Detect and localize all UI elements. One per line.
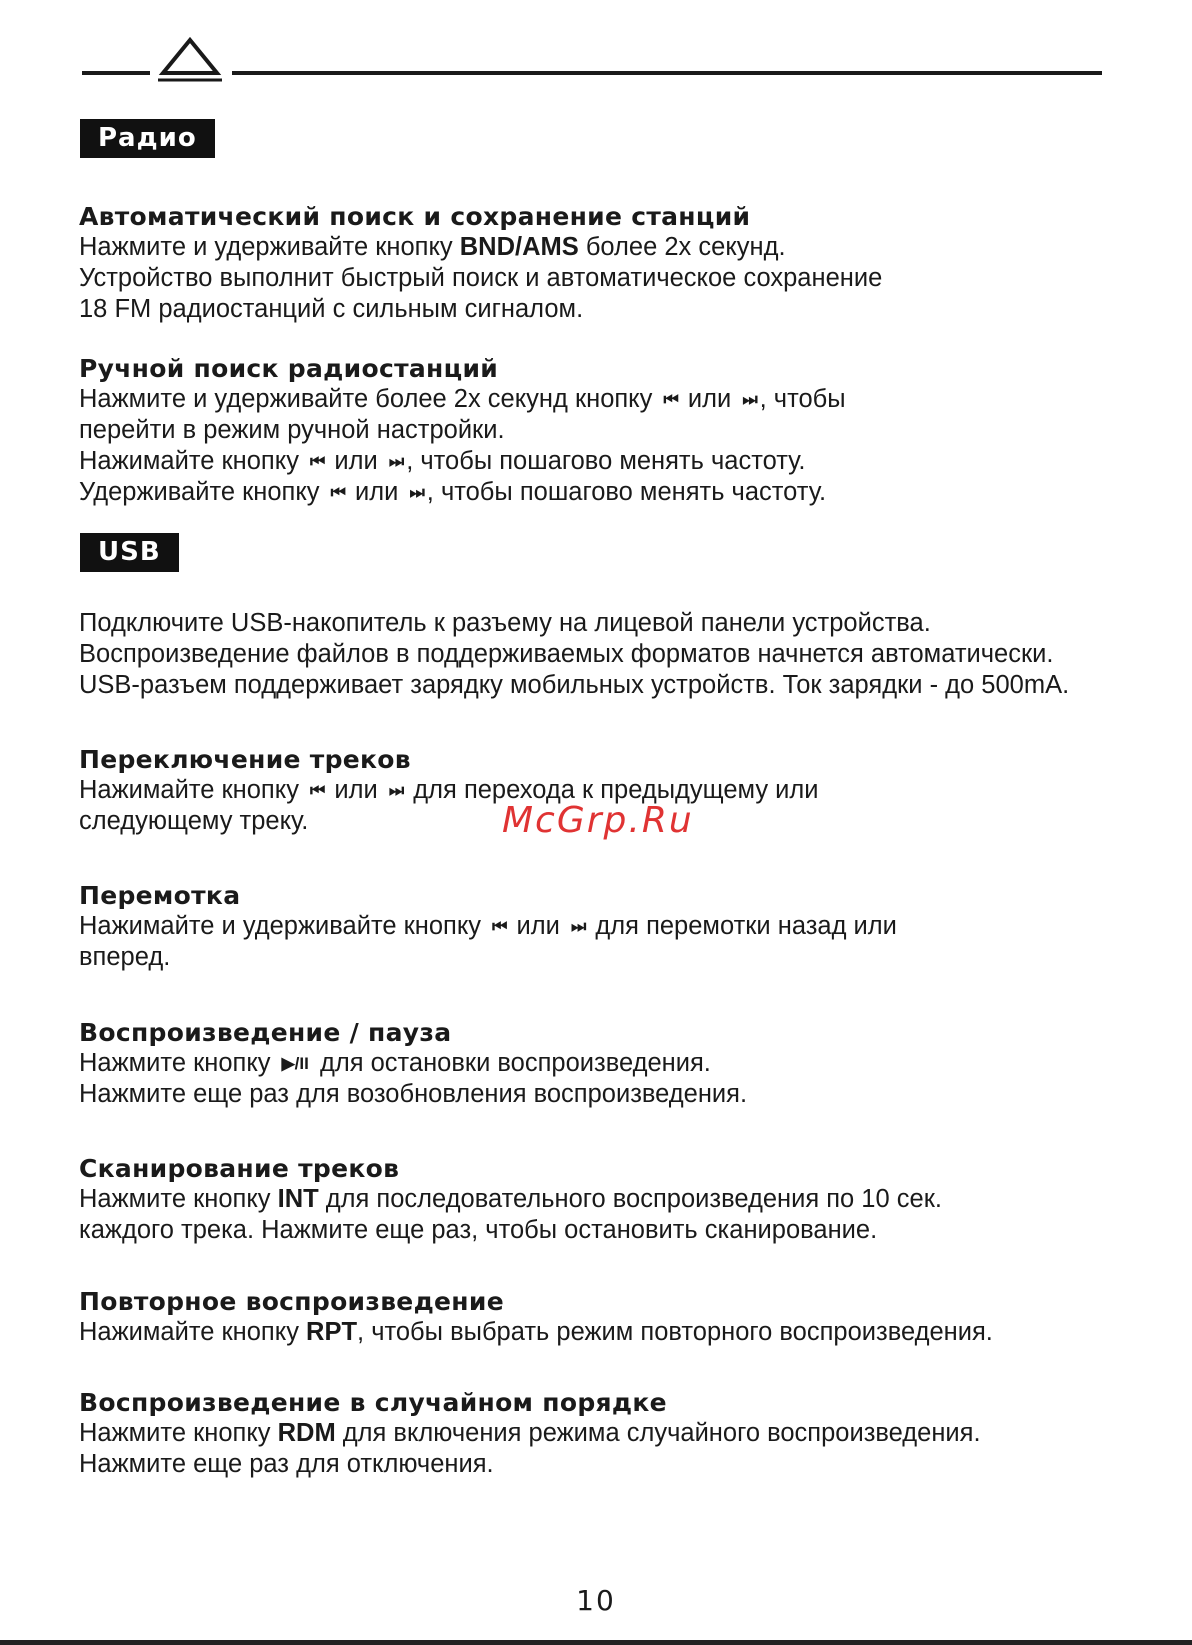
manual-search-title: Ручной поиск радиостанций [79, 354, 499, 383]
usb-intro-section [79, 608, 1169, 701]
play-pause-icon: ▶/II [281, 1054, 309, 1073]
auto-search-line-3: 18 FM радиостанций с сильным сигналом. [79, 295, 584, 323]
scan-line-1: Нажмите кнопку INT для последовательного воспроизведения по 10 сек. [79, 1185, 942, 1213]
track-switch-title: Переключение треков [79, 745, 411, 774]
manual-search-line-2: перейти в режим ручной настройки. [79, 416, 505, 444]
next-track-icon: ⏭ [388, 781, 403, 800]
rewind-line-2: вперед. [79, 943, 171, 971]
rewind-section [79, 880, 1169, 973]
usb-line-1: Подключите USB-накопитель к разъему на лицевой панели устройства. [79, 609, 931, 637]
track-switch-line-1: Нажимайте кнопку ⏮ или ⏭ для перехода к предыдущему или [79, 776, 819, 804]
next-track-icon: ⏭ [388, 452, 403, 471]
prev-track-icon: ⏮ [310, 781, 324, 800]
prev-track-icon: ⏮ [310, 452, 324, 471]
manual-search-line-4: Удерживайте кнопку ⏮ или ⏭ , чтобы пошагово менять частоту. [79, 478, 827, 506]
manual-search-line-3: Нажимайте кнопку ⏮ или ⏭ , чтобы пошагово менять частоту. [79, 447, 806, 475]
next-track-icon: ⏭ [409, 483, 423, 502]
usb-section-tag: USB [80, 533, 179, 572]
random-line-2: Нажмите еще раз для отключения. [79, 1450, 494, 1478]
brand-logo-icon [0, 0, 1192, 100]
bnd-ams-key: BND/AMS [459, 233, 579, 261]
random-title: Воспроизведение в случайном порядке [79, 1388, 667, 1417]
int-key: INT [277, 1185, 319, 1213]
watermark: McGrp.Ru [502, 800, 694, 841]
play-pause-line-2: Нажмите еще раз для возобновления воспроизведения. [79, 1080, 748, 1108]
repeat-section [79, 1286, 1169, 1348]
random-line-1: Нажмите кнопку RDM для включения режима случайного воспроизведения. [79, 1419, 981, 1447]
manual-search-section [79, 353, 1169, 508]
auto-search-section [79, 201, 1169, 325]
scan-section [79, 1153, 1169, 1246]
next-track-icon: ⏭ [742, 390, 756, 409]
bottom-rule [0, 1640, 1192, 1645]
track-switch-line-2: следующему треку. [79, 807, 309, 835]
auto-search-line-2: Устройство выполнит быстрый поиск и автоматическое сохранение [79, 264, 883, 292]
play-pause-section [79, 1017, 1169, 1110]
rewind-title: Перемотка [79, 881, 241, 910]
next-track-icon: ⏭ [571, 917, 585, 936]
repeat-title: Повторное воспроизведение [79, 1287, 504, 1316]
rewind-line-1: Нажимайте и удерживайте кнопку ⏮ или ⏭ для перемотки назад или [79, 912, 897, 940]
prev-track-icon: ⏮ [663, 390, 677, 409]
usb-line-2: Воспроизведение файлов в поддерживаемых форматов начнется автоматически. [79, 640, 1054, 668]
prev-track-icon: ⏮ [492, 917, 506, 936]
page-header [0, 0, 1192, 100]
scan-title: Сканирование треков [79, 1154, 400, 1183]
manual-search-line-1: Нажмите и удерживайте более 2х секунд кнопку ⏮ или ⏭ , чтобы [79, 385, 846, 413]
scan-line-2: каждого трека. Нажмите еще раз, чтобы остановить сканирование. [79, 1216, 878, 1244]
random-section [79, 1387, 1169, 1480]
radio-section-tag: Радио [80, 119, 215, 158]
play-pause-line-1: Нажмите кнопку ▶/II для остановки воспроизведения. [79, 1049, 711, 1077]
rpt-key: RPT [306, 1318, 358, 1346]
auto-search-line-1: Нажмите и удерживайте кнопку BND/AMS более 2х секунд. [79, 233, 786, 261]
rdm-key: RDM [277, 1419, 336, 1447]
prev-track-icon: ⏮ [330, 483, 344, 502]
repeat-line-1: Нажимайте кнопку RPT, чтобы выбрать режим повторного воспроизведения. [79, 1318, 993, 1346]
page-number: 10 [576, 1584, 616, 1617]
play-pause-title: Воспроизведение / пауза [79, 1018, 452, 1047]
auto-search-title: Автоматический поиск и сохранение станций [79, 202, 751, 231]
usb-line-3: USB-разъем поддерживает зарядку мобильных устройств. Ток зарядки - до 500mA. [79, 671, 1070, 699]
